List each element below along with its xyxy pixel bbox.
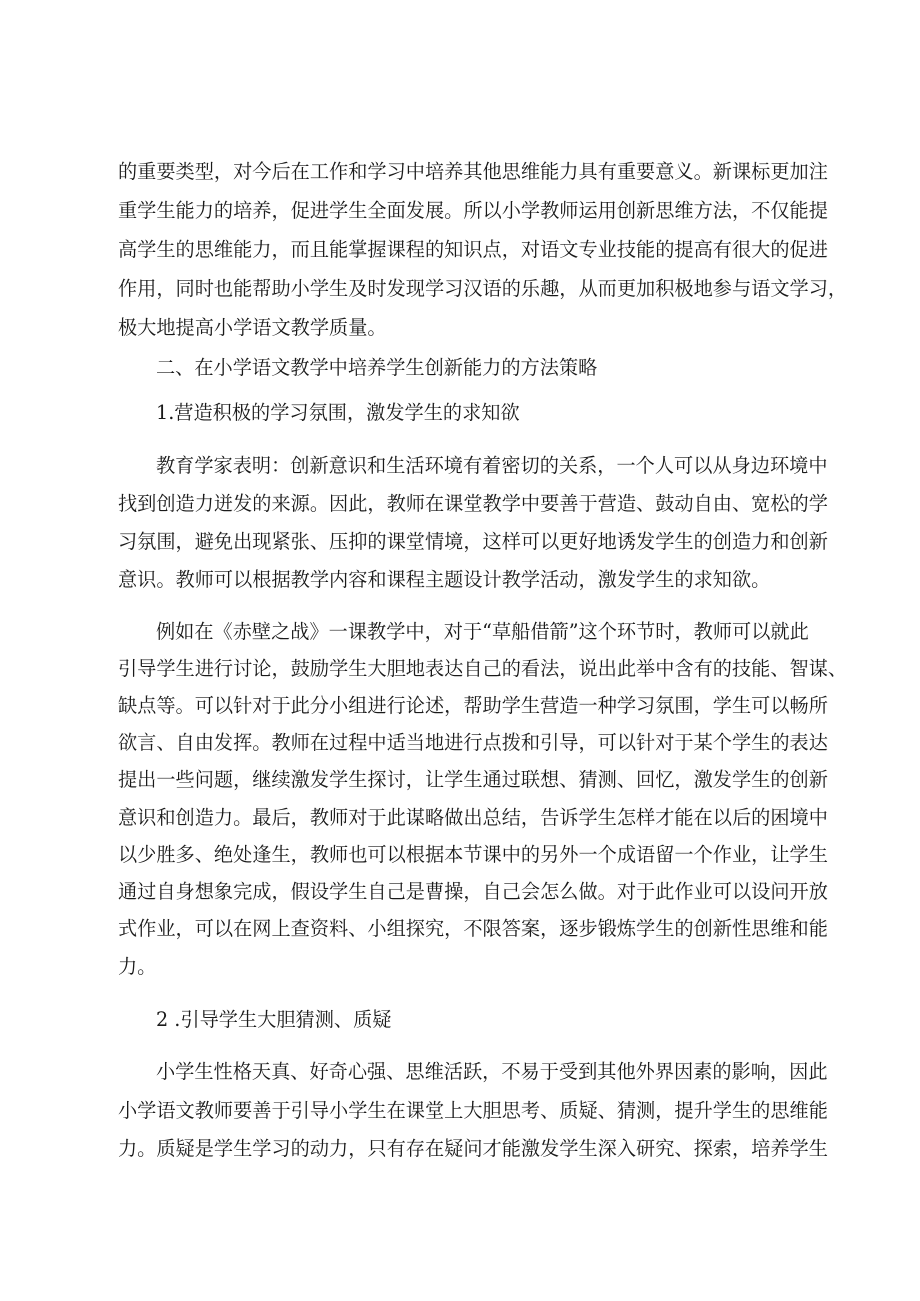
text-line: 重学生能力的培养，促进学生全面发展。所以小学教师运用创新思维方法，不仅能提 <box>118 199 828 222</box>
text-line: 例如在《赤壁之战》一课教学中，对于“草船借箭”这个环节时，教师可以就此 <box>156 620 809 643</box>
text-line: 式作业，可以在网上查资料、小组探究，不限答案，逐步锻炼学生的创新性思维和能 <box>118 917 828 940</box>
text-line: 意识和创造力。最后，教师对于此谋略做出总结，告诉学生怎样才能在以后的困境中 <box>118 806 828 829</box>
section-heading: 二、在小学语文教学中培养学生创新能力的方法策略 <box>156 356 598 379</box>
text-line: 教育学家表明：创新意识和生活环境有着密切的关系，一个人可以从身边环境中 <box>156 454 828 477</box>
text-line: 意识。教师可以根据教学内容和课程主题设计教学活动，激发学生的求知欲。 <box>118 568 771 591</box>
text-line: 力。 <box>118 955 157 978</box>
text-line: 以少胜多、绝处逢生，教师也可以根据本节课中的另外一个成语留一个作业，让学生 <box>118 843 828 866</box>
subheading-2: 2 .引导学生大胆猜测、质疑 <box>156 1008 392 1031</box>
text-line: 作用，同时也能帮助小学生及时发现学习汉语的乐趣，从而更加积极地参与语文学习， <box>118 277 848 300</box>
text-line: 通过自身想象完成，假设学生自己是曹操，自己会怎么做。对于此作业可以设问开放 <box>118 880 828 903</box>
subheading-1: 1.营造积极的学习氛围，激发学生的求知欲 <box>156 401 520 424</box>
text-line: 的重要类型，对今后在工作和学习中培养其他思维能力具有重要意义。新课标更加注 <box>118 160 828 183</box>
text-line: 引导学生进行讨论，鼓励学生大胆地表达自己的看法，说出此举中含有的技能、智谋、 <box>118 657 848 680</box>
text-line: 小学语文教师要善于引导小学生在课堂上大胆思考、质疑、猜测，提升学生的思维能 <box>118 1099 828 1122</box>
text-line: 小学生性格天真、好奇心强、思维活跃，不易于受到其他外界因素的影响，因此 <box>156 1060 828 1083</box>
text-line: 极大地提高小学语文教学质量。 <box>118 316 387 339</box>
text-line: 欲言、自由发挥。教师在过程中适当地进行点拨和引导，可以针对于某个学生的表达 <box>118 731 828 754</box>
text-line: 提出一些问题，继续激发学生探讨，让学生通过联想、猜测、回忆，激发学生的创新 <box>118 768 828 791</box>
text-line: 习氛围，避免出现紧张、压抑的课堂情境，这样可以更好地诱发学生的创造力和创新 <box>118 530 828 553</box>
text-line: 找到创造力迸发的来源。因此，教师在课堂教学中要善于营造、鼓动自由、宽松的学 <box>118 492 828 515</box>
text-line: 高学生的思维能力，而且能掌握课程的知识点，对语文专业技能的提高有很大的促进 <box>118 238 828 261</box>
text-line: 缺点等。可以针对于此分小组进行论述，帮助学生营造一种学习氛围，学生可以畅所 <box>118 694 828 717</box>
text-line: 力。质疑是学生学习的动力，只有存在疑问才能激发学生深入研究、探索，培养学生 <box>118 1137 828 1160</box>
